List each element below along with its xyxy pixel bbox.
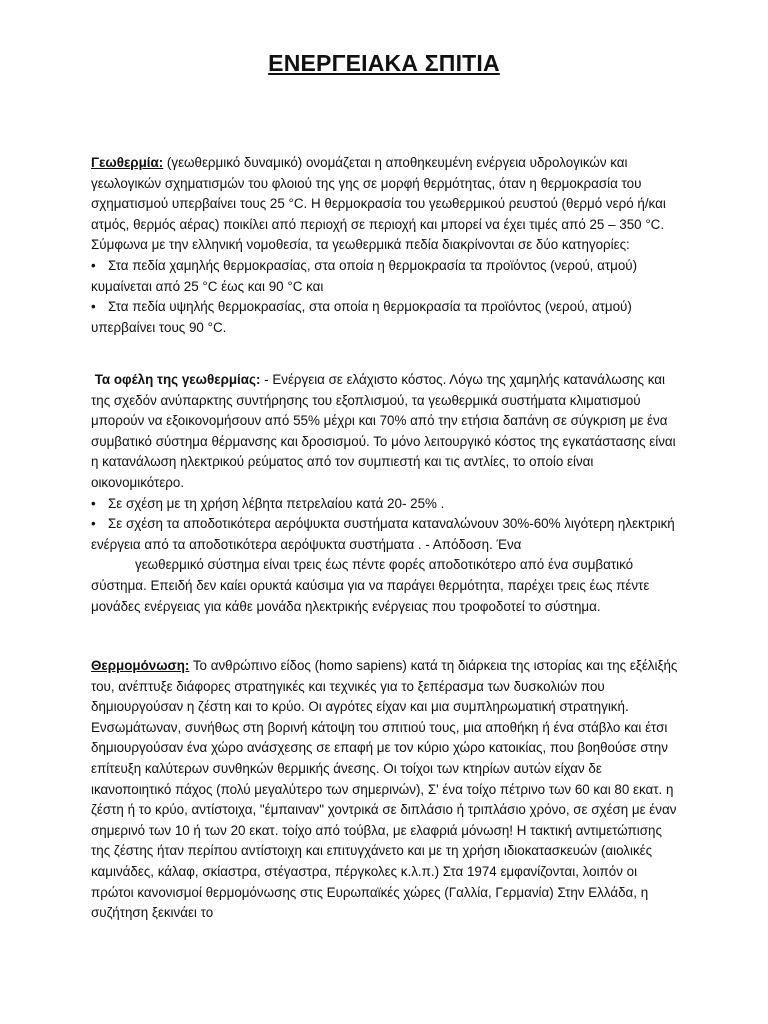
list-item: [91, 494, 681, 515]
section-paragraph: [91, 370, 681, 494]
list-item: [91, 514, 681, 555]
bullet-icon: •: [91, 516, 96, 532]
section-heading: Τα οφέλη της γεωθερμίας:: [94, 372, 261, 387]
page-title: ΕΝΕΡΓΕΙΑΚΑ ΣΠΙΤΙΑ: [268, 50, 500, 76]
section-heading: Γεωθερμία:: [91, 155, 164, 170]
bullet-icon: •: [91, 299, 96, 315]
bullet-icon: •: [91, 257, 96, 273]
list-item-text: Στα πεδία υψηλής θερμοκρασίας, στα οποία η θερμοκρασία τα προϊόντος (νερού, ατμού) υπερβαίνει τους 90 °C.: [91, 299, 632, 335]
section-paragraph: [91, 555, 681, 617]
section-geothermy: [91, 153, 681, 338]
list-item: [91, 256, 681, 297]
paragraph-text: - Ενέργεια σε ελάχιστο κόστος. Λόγω της χαμηλής κατανάλωσης και της σχεδόν ανύπαρκτης συντήρησης του εξοπλισμού, τα γεωθερμικά συστήματα κλιματισμού μπορούν να εξοικονομήσουν από 55% μέχρι και 70% από την ετήσια δαπάνη σε σύγκριση με ένα συμβατικό σύστημα θέρμανσης και δροσισμού. Το μόνο λειτουργικό κόστος της εγκατάστασης είναι η κατανάλωση ηλεκτρικού ρεύματος από τον συμπιεστή και τις αντλίες, το οποίο είναι οικονομικότερο.: [91, 372, 676, 490]
list-item-text: Σε σχέση με τη χρήση λέβητα πετρελαίου κατά 20- 25% .: [108, 495, 445, 511]
paragraph-text: γεωθερμικό σύστημα είναι τρεις έως πέντε φορές αποδοτικότερο από ένα συμβατικό σύστημα. Επειδή δεν καίει ορυκτά καύσιμα για να παράγει θερμότητα, παρέχει τρεις έως πέντε μονάδες ενέργειας για κάθε μονάδα ηλεκτρικής ενέργειας που τροφοδοτεί το σύστημα.: [91, 557, 650, 614]
section-paragraph: [91, 153, 681, 256]
section-heading: Θερμομόνωση:: [91, 658, 190, 673]
list-item-text: Στα πεδία χαμηλής θερμοκρασίας, στα οποία η θερμοκρασία τα προϊόντος (νερού, ατμού) κυμαίνεται από 25 °C έως και 90 °C και: [91, 257, 638, 294]
section-benefits: [91, 370, 681, 617]
section-paragraph: [91, 656, 681, 924]
list-item: [91, 297, 681, 338]
paragraph-text: (γεωθερμικό δυναμικό) ονομάζεται η αποθηκευμένη ενέργεια υδρολογικών και γεωλογικών σχηματισμών του φλοιού της γης σε μορφή θερμότητας, όταν η θερμοκρασία του σχηματισμού υπερβαίνει τους 25 °C. Η θερμοκρασία του γεωθερμικού ρευστού (θερμό νερό ή/και ατμός, θερμός αέρας) ποικίλει από περιοχή σε περιοχή και μπορεί να έχει τιμές από 25 – 350 °C. Σύμφωνα με την ελληνική νομοθεσία, τα γεωθερμικά πεδία διακρίνονται σε δύο κατηγορίες:: [91, 155, 666, 253]
section-insulation: [91, 656, 681, 924]
paragraph-text: Το ανθρώπινο είδος (homo sapiens) κατά τη διάρκεια της ιστορίας και της εξέλιξής του, ανέπτυξε διάφορες στρατηγικές και τεχνικές για το ξεπέρασμα των δυσκολιών που δημιουργούσαν η ζέστη και το κρύο. Οι αγρότες είχαν και μια συμπληρωματική στρατηγική. Ενσωμάτωναν, συνήθως στη βορινή κάτοψη του σπιτιού τους, μια αποθήκη ή ένα στάβλο και έτσι δημιουργούσαν ένα χώρο ανάσχεσης σε επαφή με τον κύριο χώρο κατοικίας, που βοηθούσε στην επίτευξη καλύτερων συνθηκών θερμικής άνεσης. Οι τοίχοι των κτηρίων αυτών είχαν δε ικανοποιητικό πάχος (πολύ μεγαλύτερο των σημερινών), Σ' ένα τοίχο πέτρινο των 60 και 80 εκατ. η ζέστη ή το κρύο, αντίστοιχα, "έμπαιναν" χοντρικά σε διπλάσιο ή τριπλάσιο χρόνο, σε σχέση με έναν σημερινό των 10 ή των 20 εκατ. τοίχο από τούβλα, με ελαφριά μόνωση! Η τακτική αντιμετώπισης της ζέστης ήταν περίπου αντίστοιχη και επιτυγχάνετο και με τη χρήση ιδιοκατασκευών (αιολικές καμινάδες, κάλαφ, σκίαστρα, στέγαστρα, πέργκολες κ.λ.π.) Στα 1974 εμφανίζονται, λοιπόν οι πρώτοι κανονισμοί θερμομόνωσης στις Ευρωπαϊκές χώρες (Γαλλία, Γερμανία) Στην Ελλάδα, η συζήτηση ξεκινάει το: [91, 658, 678, 921]
bullet-icon: •: [91, 495, 96, 511]
list-item-text: Σε σχέση τα αποδοτικότερα αερόψυκτα συστήματα καταναλώνουν 30%-60% λιγότερη ηλεκτρική ενέργεια από τα αποδοτικότερα αερόψυκτα συστήματα . - Απόδοση. Ένα: [91, 516, 675, 552]
